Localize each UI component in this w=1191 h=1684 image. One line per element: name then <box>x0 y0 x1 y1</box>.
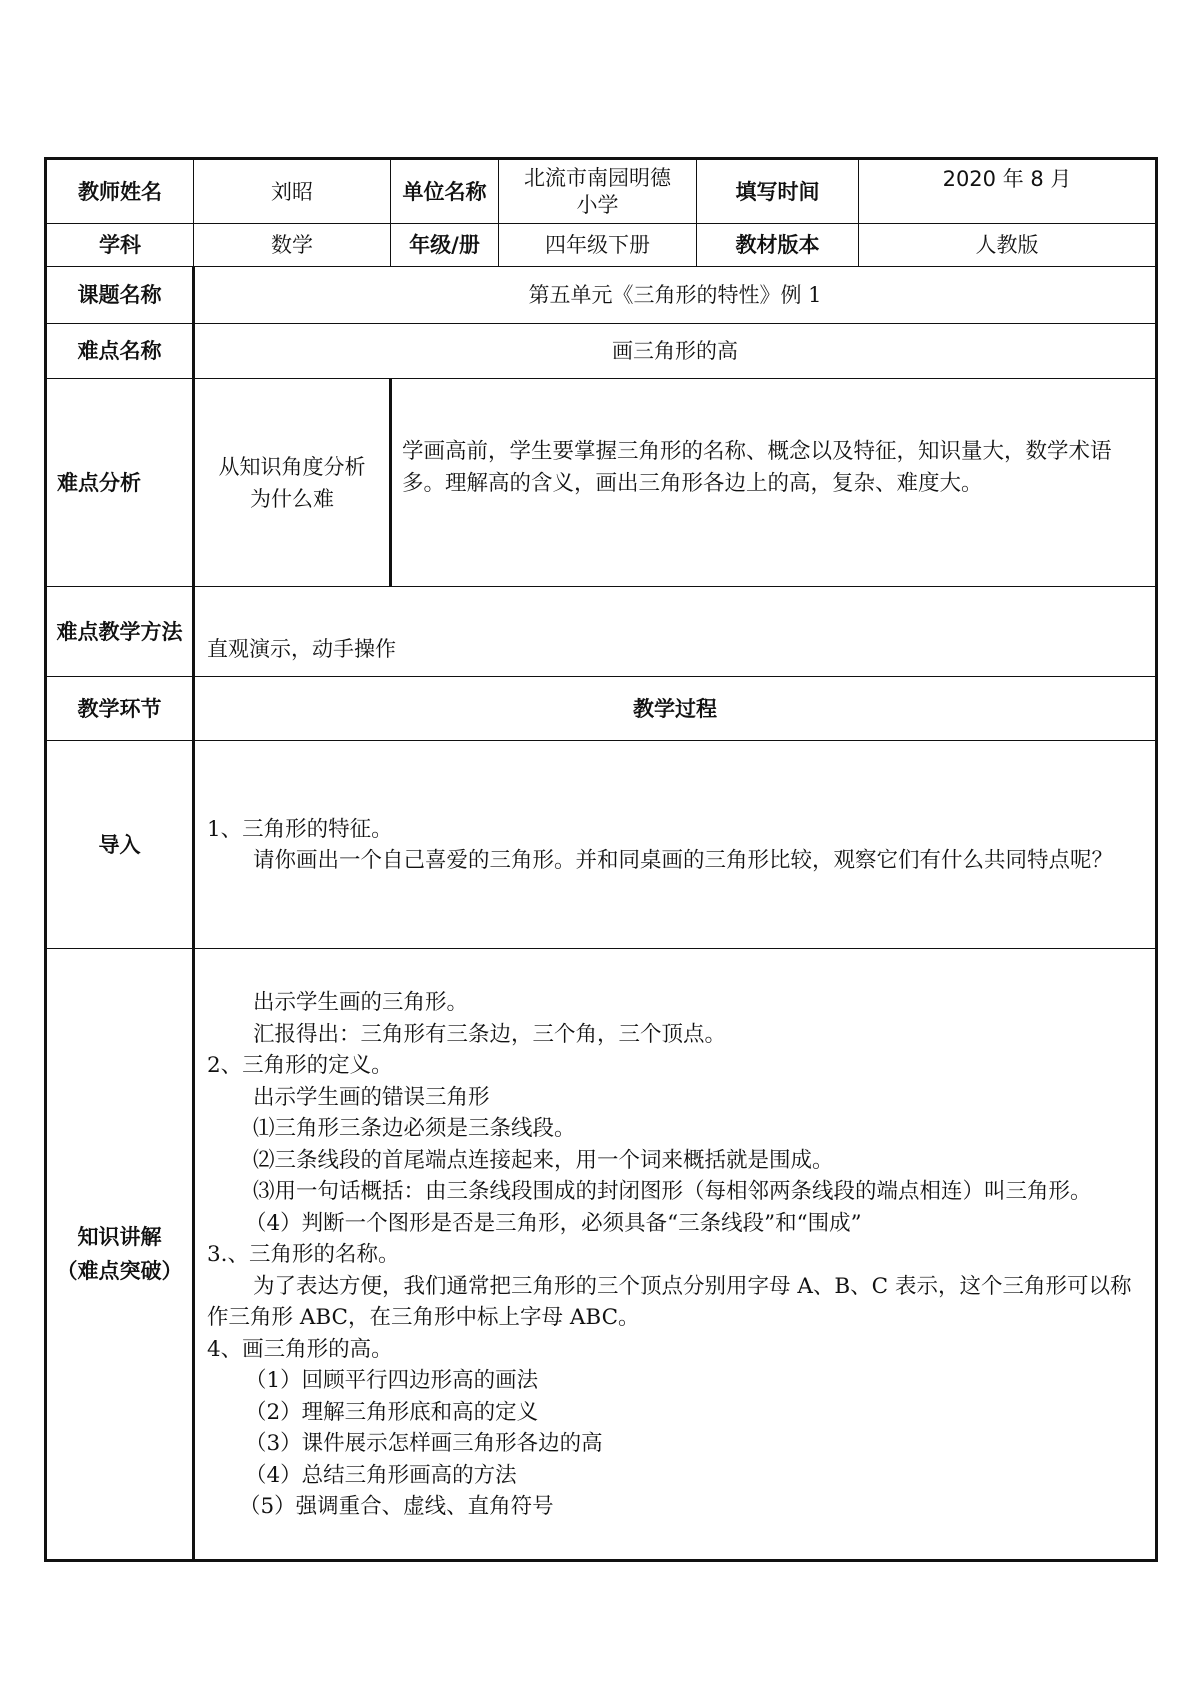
process-stage-label: 教学环节 <box>46 677 194 741</box>
knowledge-line: （2）理解三角形底和高的定义 <box>245 1399 539 1425</box>
grade-label: 年级/册 <box>391 224 499 267</box>
knowledge-line: 出示学生画的三角形。 <box>253 990 469 1015</box>
process-content-label: 教学过程 <box>194 677 1157 741</box>
knowledge-line: 2、三角形的定义。 <box>207 1053 393 1078</box>
unit-value-line2: 小学 <box>576 192 619 217</box>
analysis-sub-label: 从知识角度分析为什么难 <box>194 379 391 587</box>
info-row-2 <box>46 224 1157 267</box>
knowledge-line: ⑴三角形三条边必须是三条线段。 <box>253 1116 576 1141</box>
subject-label: 学科 <box>46 224 194 267</box>
date-label: 填写时间 <box>697 159 859 224</box>
analysis-row <box>46 379 1157 587</box>
topic-label: 课题名称 <box>46 267 194 324</box>
intro-label: 导入 <box>46 741 194 949</box>
knowledge-line: 4、画三角形的高。 <box>207 1336 393 1362</box>
unit-value <box>499 159 697 224</box>
knowledge-line: ⑶用一句话概括：由三条线段围成的封闭图形（每相邻两条线段的端点相连）叫三角形。 <box>253 1179 1092 1204</box>
edition-label: 教材版本 <box>697 224 859 267</box>
intro-row <box>46 741 1157 949</box>
analysis-text: 学画高前，学生要掌握三角形的名称、概念以及特征，知识量大，数学术语多。理解高的含义，画出三角形各边上的高，复杂、难度大。 <box>391 379 1157 587</box>
knowledge-label-line2: （难点突破） <box>56 1259 183 1283</box>
difficulty-value: 画三角形的高 <box>194 324 1157 379</box>
intro-line-1: 1、三角形的特征。 <box>207 816 393 842</box>
knowledge-line: 3.、三角形的名称。 <box>207 1242 400 1267</box>
knowledge-line: ⑵三条线段的首尾端点连接起来，用一个词来概括就是围成。 <box>253 1147 834 1173</box>
method-label: 难点教学方法 <box>46 587 194 677</box>
topic-row <box>46 267 1157 324</box>
edition-value: 人教版 <box>859 224 1157 267</box>
knowledge-line: （4）判断一个图形是否是三角形，必须具备“三条线段”和“围成” <box>245 1210 862 1236</box>
intro-line-2: 请你画出一个自己喜爱的三角形。并和同桌画的三角形比较，观察它们有什么共同特点呢？ <box>253 847 1114 873</box>
knowledge-line: （4）总结三角形画高的方法 <box>245 1462 517 1488</box>
knowledge-line: 为了表达方便，我们通常把三角形的三个顶点分别用字母 A、B、C 表示，这个三角形可以称作三角形 ABC，在三角形中标上字母 ABC。 <box>207 1273 1132 1330</box>
analysis-label: 难点分析 <box>46 379 194 587</box>
topic-value: 第五单元《三角形的特性》例 1 <box>194 267 1157 324</box>
knowledge-row <box>46 949 1157 1561</box>
knowledge-line: 出示学生画的错误三角形 <box>253 1084 490 1110</box>
difficulty-row <box>46 324 1157 379</box>
knowledge-label-line1: 知识讲解 <box>77 1225 162 1249</box>
intro-content <box>194 741 1157 949</box>
info-row-1 <box>46 159 1157 224</box>
date-value: 2020 年 8 月 <box>859 159 1157 224</box>
knowledge-line: （1）回顾平行四边形高的画法 <box>245 1368 539 1393</box>
knowledge-label <box>46 949 194 1561</box>
knowledge-line: （3）课件展示怎样画三角形各边的高 <box>245 1431 603 1456</box>
teacher-value: 刘昭 <box>194 159 391 224</box>
knowledge-content <box>194 949 1157 1561</box>
knowledge-line: （5）强调重合、虚线、直角符号 <box>239 1494 554 1519</box>
knowledge-line: 汇报得出：三角形有三条边，三个角，三个顶点。 <box>253 1021 727 1047</box>
difficulty-label: 难点名称 <box>46 324 194 379</box>
subject-value: 数学 <box>194 224 391 267</box>
grade-value: 四年级下册 <box>499 224 697 267</box>
unit-label: 单位名称 <box>391 159 499 224</box>
process-header-row <box>46 677 1157 741</box>
method-value: 直观演示，动手操作 <box>194 587 1157 677</box>
lesson-plan-table <box>44 157 1155 1562</box>
teacher-label: 教师姓名 <box>46 159 194 224</box>
unit-value-line1: 北流市南园明德 <box>524 165 671 190</box>
method-row <box>46 587 1157 677</box>
